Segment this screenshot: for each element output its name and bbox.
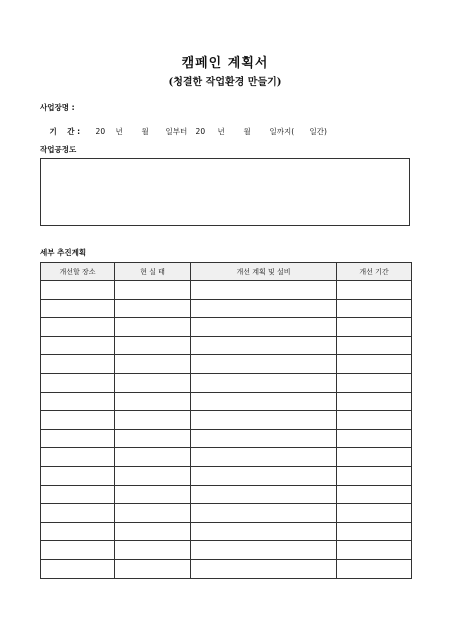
- period-month-unit-2: 월: [243, 127, 251, 136]
- cell-improvement-period[interactable]: [337, 559, 412, 578]
- period-month-unit-1: 월: [141, 127, 149, 136]
- header-current-status: 현 실 태: [115, 263, 191, 281]
- cell-improvement-period[interactable]: [337, 448, 412, 467]
- business-name-label: 사업장명 :: [40, 103, 75, 112]
- cell-current-status[interactable]: [115, 355, 191, 374]
- period-days-unit: 일간): [309, 127, 327, 136]
- header-improvement-period: 개선 기간: [337, 263, 412, 281]
- period-year-unit-2: 년: [217, 127, 225, 136]
- document-title: 캠페인 계획서: [181, 56, 269, 71]
- process-diagram-box[interactable]: [40, 158, 410, 226]
- cell-improvement-plan[interactable]: [191, 373, 337, 392]
- table-row: [41, 504, 412, 523]
- table-row: [41, 559, 412, 578]
- cell-current-status[interactable]: [115, 336, 191, 355]
- cell-current-status[interactable]: [115, 281, 191, 300]
- cell-improvement-plan[interactable]: [191, 559, 337, 578]
- table-row: [41, 318, 412, 337]
- cell-current-status[interactable]: [115, 559, 191, 578]
- cell-improvement-period[interactable]: [337, 522, 412, 541]
- period-year-unit-1: 년: [115, 127, 123, 136]
- cell-improvement-period[interactable]: [337, 504, 412, 523]
- plan-table: [40, 262, 412, 579]
- period-day-from: 일부터: [165, 127, 188, 136]
- cell-current-status[interactable]: [115, 485, 191, 504]
- cell-location[interactable]: [41, 522, 115, 541]
- cell-current-status[interactable]: [115, 299, 191, 318]
- table-row: [41, 392, 412, 411]
- cell-location[interactable]: [41, 392, 115, 411]
- cell-improvement-plan[interactable]: [191, 281, 337, 300]
- cell-improvement-period[interactable]: [337, 299, 412, 318]
- table-row: [41, 281, 412, 300]
- cell-improvement-plan[interactable]: [191, 336, 337, 355]
- cell-location[interactable]: [41, 299, 115, 318]
- table-row: [41, 299, 412, 318]
- cell-current-status[interactable]: [115, 504, 191, 523]
- plan-header-row: [41, 263, 412, 281]
- cell-improvement-plan[interactable]: [191, 392, 337, 411]
- cell-improvement-period[interactable]: [337, 541, 412, 560]
- table-row: [41, 522, 412, 541]
- cell-improvement-plan[interactable]: [191, 485, 337, 504]
- cell-improvement-plan[interactable]: [191, 429, 337, 448]
- cell-location[interactable]: [41, 485, 115, 504]
- cell-improvement-period[interactable]: [337, 336, 412, 355]
- cell-current-status[interactable]: [115, 522, 191, 541]
- cell-current-status[interactable]: [115, 466, 191, 485]
- cell-location[interactable]: [41, 373, 115, 392]
- cell-current-status[interactable]: [115, 429, 191, 448]
- cell-current-status[interactable]: [115, 318, 191, 337]
- cell-improvement-period[interactable]: [337, 466, 412, 485]
- table-row: [41, 541, 412, 560]
- period-year-prefix-1: 20: [95, 127, 106, 136]
- plan-table-body: [41, 281, 412, 579]
- cell-improvement-plan[interactable]: [191, 448, 337, 467]
- cell-improvement-period[interactable]: [337, 485, 412, 504]
- header-improvement-plan: 개선 계획 및 설비: [191, 263, 337, 281]
- table-row: [41, 336, 412, 355]
- cell-improvement-period[interactable]: [337, 411, 412, 430]
- cell-current-status[interactable]: [115, 411, 191, 430]
- table-row: [41, 355, 412, 374]
- cell-location[interactable]: [41, 504, 115, 523]
- cell-improvement-period[interactable]: [337, 318, 412, 337]
- cell-improvement-plan[interactable]: [191, 522, 337, 541]
- period-line: [40, 117, 327, 146]
- cell-improvement-plan[interactable]: [191, 466, 337, 485]
- cell-location[interactable]: [41, 281, 115, 300]
- cell-improvement-period[interactable]: [337, 392, 412, 411]
- table-row: [41, 466, 412, 485]
- cell-location[interactable]: [41, 429, 115, 448]
- cell-location[interactable]: [41, 541, 115, 560]
- cell-location[interactable]: [41, 466, 115, 485]
- cell-improvement-plan[interactable]: [191, 411, 337, 430]
- cell-current-status[interactable]: [115, 541, 191, 560]
- cell-location[interactable]: [41, 355, 115, 374]
- table-row: [41, 485, 412, 504]
- header-location: 개선할 장소: [41, 263, 115, 281]
- cell-improvement-period[interactable]: [337, 429, 412, 448]
- period-year-prefix-2: 20: [195, 127, 206, 136]
- cell-improvement-plan[interactable]: [191, 504, 337, 523]
- table-row: [41, 429, 412, 448]
- cell-improvement-plan[interactable]: [191, 355, 337, 374]
- table-row: [41, 448, 412, 467]
- cell-improvement-period[interactable]: [337, 373, 412, 392]
- cell-current-status[interactable]: [115, 392, 191, 411]
- cell-location[interactable]: [41, 411, 115, 430]
- cell-improvement-period[interactable]: [337, 281, 412, 300]
- cell-improvement-plan[interactable]: [191, 541, 337, 560]
- cell-improvement-period[interactable]: [337, 355, 412, 374]
- process-label: 작업공정도: [40, 145, 77, 154]
- cell-improvement-plan[interactable]: [191, 299, 337, 318]
- document-subtitle: (청결한 작업환경 만들기): [168, 77, 282, 88]
- cell-location[interactable]: [41, 318, 115, 337]
- cell-location[interactable]: [41, 559, 115, 578]
- cell-current-status[interactable]: [115, 373, 191, 392]
- table-row: [41, 411, 412, 430]
- table-row: [41, 373, 412, 392]
- cell-improvement-plan[interactable]: [191, 318, 337, 337]
- period-label: 기 간 :: [49, 127, 81, 136]
- plan-label: 세부 추진계획: [40, 248, 87, 257]
- cell-current-status[interactable]: [115, 448, 191, 467]
- cell-location[interactable]: [41, 336, 115, 355]
- period-day-to: 일까지(: [269, 127, 295, 136]
- cell-location[interactable]: [41, 448, 115, 467]
